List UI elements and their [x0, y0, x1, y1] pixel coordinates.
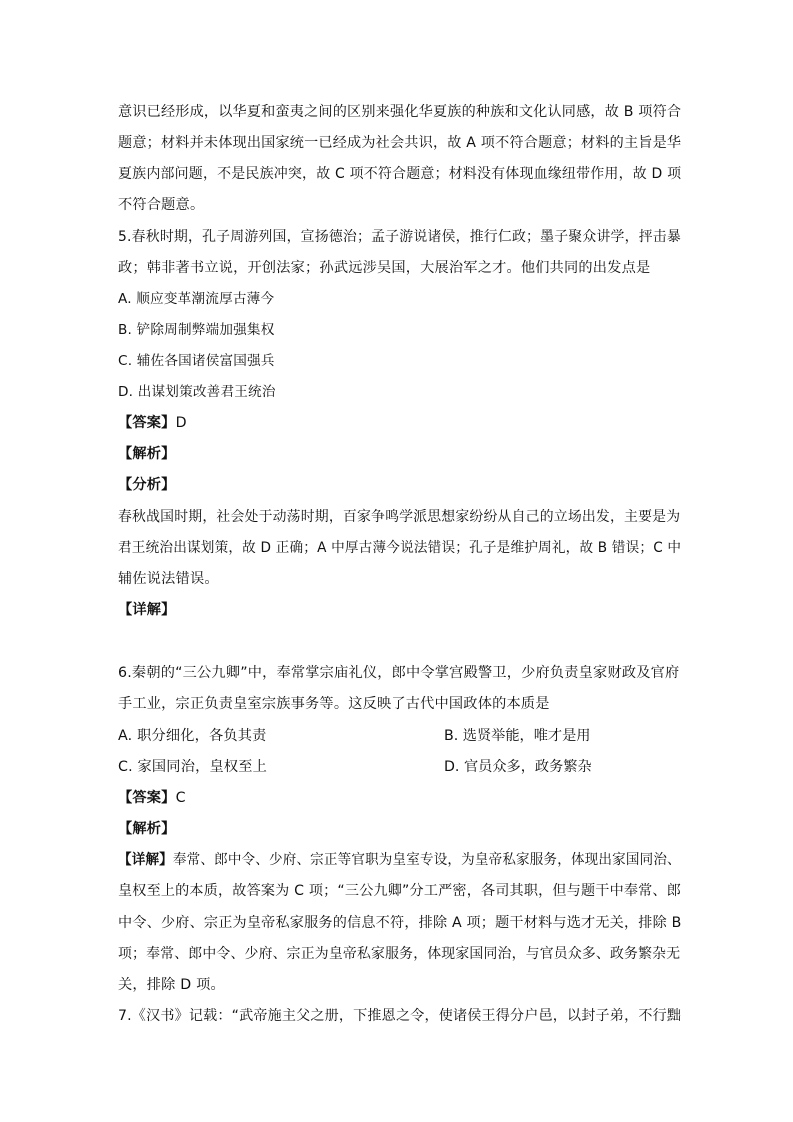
question-5-stem: 5.春秋时期，孔子周游列国，宣扬德治；孟子游说诸侯，推行仁政；墨子聚众讲学，抨击暴	[118, 229, 681, 245]
fenxi-text: 君王统治出谋划策，故 D 正确；A 中厚古薄今说法错误；孔子是维护周礼，故 B 错误；C 中	[118, 540, 682, 556]
answer-tag: 【答案】	[118, 790, 176, 806]
text-line: 意识已经形成，以华夏和蛮夷之间的区别来强化华夏族的种族和文化认同感，故 B 项符合	[118, 104, 682, 120]
question-5-stem: 政；韩非著书立说，开创法家；孙武远涉吴国，大展治军之才。他们共同的出发点是	[118, 260, 651, 276]
question-6-option-b: B. 选贤举能，唯才是用	[444, 728, 591, 744]
detail-tag: 【详解】	[118, 852, 173, 868]
detail-tag: 【详解】	[118, 602, 176, 618]
answer-value: D	[175, 415, 187, 431]
question-6-stem: 6.秦朝的“三公九卿”中，奉常掌宗庙礼仪，郎中令掌宫殿警卫，少府负责皇家财政及官府	[118, 665, 680, 681]
question-6-option-a: A. 职分细化，各负其责	[118, 728, 267, 744]
detail-text	[118, 850, 681, 870]
text-line: 不符合题意。	[118, 197, 205, 213]
question-6-answer	[118, 788, 186, 808]
analysis-tag: 【解析】	[118, 821, 176, 837]
fenxi-text: 春秋战国时期，社会处于动荡时期，百家争鸣学派思想家纷纷从自己的立场出发，主要是为	[118, 509, 681, 525]
question-6-option-c: C. 家国同治，皇权至上	[118, 759, 268, 775]
detail-line: 项；奉常、郎中令、少府、宗正为皇帝私家服务，体现家国同治，与官员众多、政务繁杂无	[118, 946, 681, 962]
question-5-option-c: C. 辅佐各国诸侯富国强兵	[118, 353, 275, 369]
question-5-option-b: B. 铲除周制弊端加强集权	[118, 322, 275, 338]
text-line: 夏族内部问题，不是民族冲突，故 C 项不符合题意；材料没有体现血缘纽带作用，故 D 项	[118, 166, 682, 182]
fenxi-text: 辅佐说法错误。	[118, 571, 219, 587]
question-6-stem: 手工业，宗正负责皇室宗族事务等。这反映了古代中国政体的本质是	[118, 696, 550, 712]
fenxi-tag: 【分析】	[118, 477, 176, 493]
analysis-tag: 【解析】	[118, 446, 176, 462]
detail-line: 中令、少府、宗正为皇帝私家服务的信息不符，排除 A 项；题干材料与选才无关，排除 B	[118, 915, 682, 931]
answer-value: C	[175, 790, 186, 806]
detail-line: 关，排除 D 项。	[118, 977, 225, 993]
detail-line: 皇权至上的本质，故答案为 C 项；“三公九卿”分工严密，各司其职，但与题干中奉常、郎	[118, 883, 681, 899]
question-5-option-a: A. 顺应变革潮流厚古薄今	[118, 291, 275, 307]
question-7-stem: 7.《汉书》记载：“武帝施主父之册，下推恩之令，使诸侯王得分户邑，以封子弟，不行黜	[118, 1008, 682, 1024]
text-line: 题意；材料并未体现出国家统一已经成为社会共识，故 A 项不符合题意；材料的主旨是华	[118, 135, 682, 151]
question-5-option-d: D. 出谋划策改善君王统治	[118, 384, 276, 400]
question-5-answer	[118, 413, 187, 433]
question-6-option-d: D. 官员众多，政务繁杂	[444, 759, 592, 775]
detail-line: 奉常、郎中令、少府、宗正等官职为皇室专设，为皇帝私家服务，体现出家国同治、	[172, 852, 681, 868]
answer-tag: 【答案】	[118, 415, 176, 431]
